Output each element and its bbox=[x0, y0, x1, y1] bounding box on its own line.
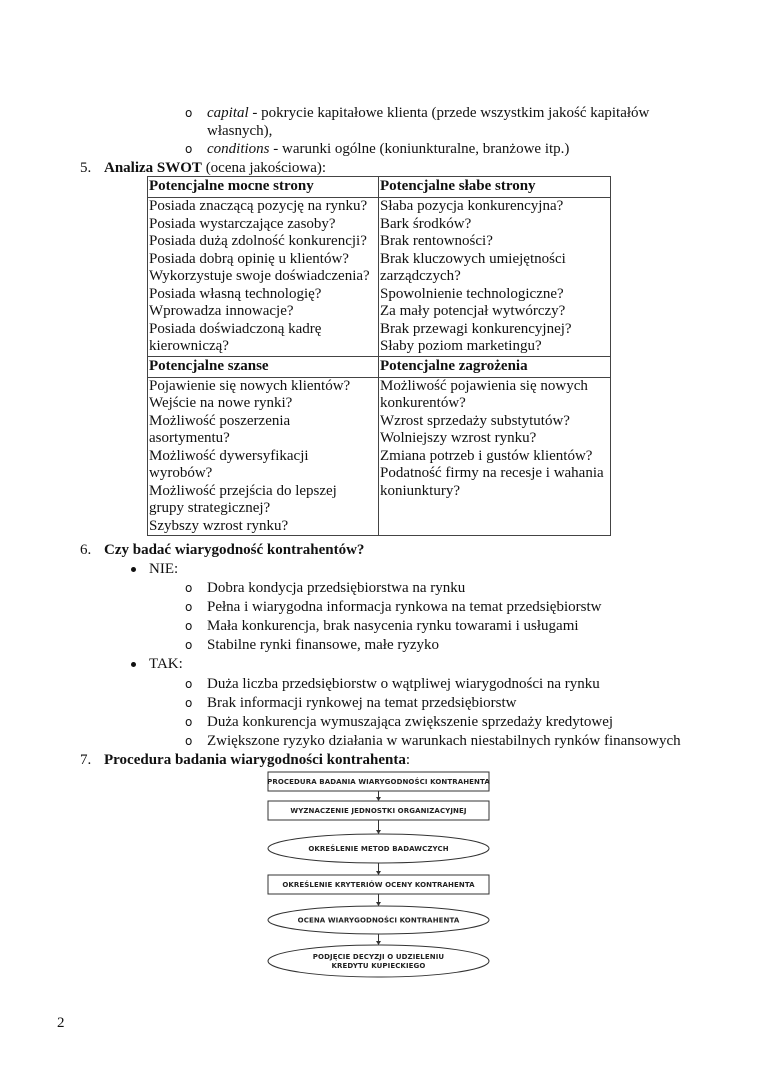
swot-line: Brak przewagi konkurencyjnej? bbox=[380, 320, 572, 337]
swot-line: Możliwość dywersyfikacji bbox=[149, 447, 309, 464]
swot-table bbox=[147, 176, 611, 536]
bullet-icon bbox=[131, 662, 136, 667]
swot-line: konkurentów? bbox=[380, 395, 466, 411]
sub-bullet-icon: o bbox=[185, 581, 193, 595]
list-item: Duża liczba przedsiębiorstw o wątpliwej wiarygodności na rynku bbox=[207, 676, 600, 692]
swot-line: Słaby poziom marketingu? bbox=[380, 338, 542, 354]
swot-line: Posiada doświadczoną kadrę bbox=[149, 320, 322, 337]
section-number: 5. bbox=[80, 160, 92, 176]
swot-line: Posiada dobrą opinię u klientów? bbox=[149, 250, 349, 267]
arrowhead-icon bbox=[376, 902, 381, 906]
flowchart-label: WYZNACZENIE JEDNOSTKI ORGANIZACYJNEJ bbox=[290, 807, 467, 815]
swot-line: wyrobów? bbox=[149, 465, 213, 481]
swot-line: Posiada znaczącą pozycję na rynku? bbox=[149, 198, 368, 214]
swot-line: Spowolnienie technologiczne? bbox=[380, 285, 564, 302]
term: conditions bbox=[207, 141, 270, 157]
group-label: NIE: bbox=[149, 561, 179, 577]
swot-header-opportunities: Potencjalne szanse bbox=[148, 356, 379, 377]
section-number: 6. bbox=[80, 542, 92, 558]
list-item: Duża konkurencja wymuszająca zwiększenie sprzedaży kredytowej bbox=[207, 714, 614, 730]
term: capital bbox=[207, 105, 249, 121]
swot-line: koniunktury? bbox=[380, 482, 460, 499]
title-suffix: : bbox=[405, 752, 411, 768]
group-label: TAK: bbox=[149, 656, 183, 672]
swot-line: Słaba pozycja konkurencyjna? bbox=[380, 198, 564, 214]
section-heading bbox=[104, 159, 326, 177]
list-item: Zwiększone ryzyko działania w warunkach niestabilnych rynków finansowych bbox=[207, 733, 681, 749]
swot-line: Zmiana potrzeb i gustów klientów? bbox=[380, 447, 593, 464]
swot-line: Bark środków? bbox=[380, 215, 472, 232]
flowchart-label: OCENA WIARYGODNOŚCI KONTRAHENTA bbox=[297, 916, 460, 925]
swot-line: Szybszy wzrost rynku? bbox=[149, 517, 289, 534]
sub-bullet-icon: o bbox=[185, 734, 193, 748]
sub-bullet-icon: o bbox=[185, 142, 193, 156]
list-item bbox=[207, 104, 649, 122]
arrowhead-icon bbox=[376, 830, 381, 834]
swot-line: Możliwość poszerzenia bbox=[149, 412, 291, 429]
list-item-continuation: własnych), bbox=[207, 123, 273, 139]
sub-bullet-icon: o bbox=[185, 600, 193, 614]
list-item: Pełna i wiarygodna informacja rynkowa na temat przedsiębiorstw bbox=[207, 599, 602, 615]
swot-threats-cell bbox=[379, 377, 611, 536]
swot-line: zarządczych? bbox=[380, 268, 461, 284]
swot-line: Brak rentowności? bbox=[380, 233, 493, 249]
section-subtitle: (ocena jakościowa): bbox=[201, 160, 327, 176]
swot-line: Za mały potencjał wytwórczy? bbox=[380, 303, 566, 319]
section-title: Czy badać wiarygodność kontrahentów? bbox=[104, 542, 365, 558]
section-title: Procedura badania wiarygodności kontrahenta bbox=[104, 752, 406, 768]
swot-line: Posiada dużą zdolność konkurencji? bbox=[149, 233, 367, 249]
sub-bullet-icon: o bbox=[185, 677, 193, 691]
swot-opportunities-cell bbox=[148, 377, 379, 536]
arrowhead-icon bbox=[376, 871, 381, 875]
flowchart-ellipse bbox=[268, 945, 489, 977]
list-item: Mała konkurencja, brak nasycenia rynku towarami i usługami bbox=[207, 618, 579, 634]
sub-bullet-icon: o bbox=[185, 106, 193, 120]
swot-line: Możliwość pojawienia się nowych bbox=[380, 377, 588, 394]
flowchart-diagram bbox=[260, 766, 500, 981]
sub-bullet-icon: o bbox=[185, 619, 193, 633]
list-item: Brak informacji rynkowej na temat przedsiębiorstw bbox=[207, 695, 517, 711]
sub-bullet-icon: o bbox=[185, 696, 193, 710]
flowchart-label: PODJĘCIE DECYZJI O UDZIELENIU bbox=[312, 953, 445, 961]
list-item: Dobra kondycja przedsiębiorstwa na rynku bbox=[207, 580, 466, 596]
swot-weaknesses-cell bbox=[379, 198, 611, 357]
swot-line: Możliwość przejścia do lepszej bbox=[149, 482, 337, 499]
sub-bullet-icon: o bbox=[185, 638, 193, 652]
section-number: 7. bbox=[80, 752, 92, 768]
arrowhead-icon bbox=[376, 941, 381, 945]
swot-line: Podatność firmy na recesje i wahania bbox=[380, 465, 604, 481]
page-number: 2 bbox=[57, 1015, 65, 1031]
swot-line: Wprowadza innowacje? bbox=[149, 303, 294, 319]
swot-line: Wzrost sprzedaży substytutów? bbox=[380, 412, 570, 429]
swot-line: Posiada wystarczające zasoby? bbox=[149, 215, 336, 232]
definition: - pokrycie kapitałowe klienta (przede wszystkim jakość kapitałów bbox=[248, 105, 650, 121]
swot-line: Wolniejszy wzrost rynku? bbox=[380, 430, 537, 446]
list-item bbox=[207, 140, 569, 158]
swot-line: kierowniczą? bbox=[149, 338, 229, 354]
list-item: Stabilne rynki finansowe, małe ryzyko bbox=[207, 637, 440, 653]
swot-line: asortymentu? bbox=[149, 430, 230, 446]
arrowhead-icon bbox=[376, 797, 381, 801]
swot-line: Wejście na nowe rynki? bbox=[149, 395, 293, 411]
swot-strengths-cell bbox=[148, 198, 379, 357]
bullet-icon bbox=[131, 567, 136, 572]
sub-bullet-icon: o bbox=[185, 715, 193, 729]
flowchart-label: KREDYTU KUPIECKIEGO bbox=[331, 962, 426, 970]
definition: - warunki ogólne (koniunkturalne, branżowe itp.) bbox=[269, 141, 570, 157]
swot-line: grupy strategicznej? bbox=[149, 500, 271, 516]
swot-line: Wykorzystuje swoje doświadczenia? bbox=[149, 268, 370, 284]
swot-line: Posiada własną technologię? bbox=[149, 285, 322, 302]
swot-header-weaknesses: Potencjalne słabe strony bbox=[379, 177, 611, 198]
swot-header-threats: Potencjalne zagrożenia bbox=[379, 356, 611, 377]
flowchart-label: PROCEDURA BADANIA WIARYGODNOŚCI KONTRAHENTA bbox=[267, 778, 490, 786]
swot-line: Brak kluczowych umiejętności bbox=[380, 250, 566, 267]
swot-header-strengths: Potencjalne mocne strony bbox=[148, 177, 379, 198]
flowchart-label: OKREŚLENIE METOD BADAWCZYCH bbox=[308, 845, 449, 853]
swot-line: Pojawienie się nowych klientów? bbox=[149, 377, 351, 394]
flowchart-label: OKREŚLENIE KRYTERIÓW OCENY KONTRAHENTA bbox=[282, 881, 475, 889]
section-title: Analiza SWOT bbox=[104, 160, 202, 176]
